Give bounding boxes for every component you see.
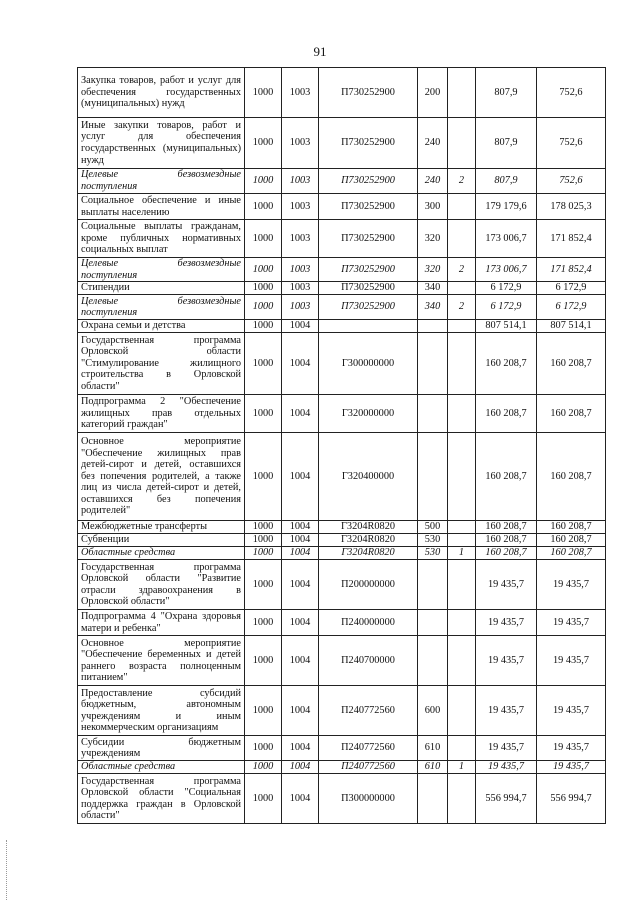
budget-table xyxy=(77,67,606,824)
cell-amount-1: 160 208,7 xyxy=(476,433,537,521)
cell-subsection: 1004 xyxy=(282,534,319,547)
cell-expense-type: 610 xyxy=(418,761,448,774)
cell-target-article: П300000000 xyxy=(319,774,418,824)
cell-name: Подпрограмма 4 "Охрана здоровья матери и ребенка" xyxy=(78,610,245,636)
cell-funding-source xyxy=(448,282,476,295)
cell-expense-type: 340 xyxy=(418,282,448,295)
cell-amount-1: 160 208,7 xyxy=(476,547,537,560)
cell-amount-1: 160 208,7 xyxy=(476,521,537,534)
cell-funding-source: 2 xyxy=(448,258,476,282)
table-row xyxy=(78,220,606,258)
cell-subsection: 1004 xyxy=(282,686,319,736)
cell-name: Государственная программа Орловской области "Развитие отрасли здравоохранения в Орловской области" xyxy=(78,560,245,610)
cell-subsection: 1004 xyxy=(282,636,319,686)
cell-amount-2: 160 208,7 xyxy=(537,333,606,395)
cell-target-article: П240772560 xyxy=(319,686,418,736)
cell-amount-2: 171 852,4 xyxy=(537,220,606,258)
cell-amount-2: 6 172,9 xyxy=(537,295,606,320)
cell-subsection: 1003 xyxy=(282,194,319,220)
cell-name: Целевые безвозмездные поступления xyxy=(78,258,245,282)
cell-target-article: Г300000000 xyxy=(319,333,418,395)
cell-section: 1000 xyxy=(245,118,282,169)
cell-name: Социальные выплаты гражданам, кроме публичных нормативных социальных выплат xyxy=(78,220,245,258)
cell-amount-1: 807,9 xyxy=(476,68,537,118)
table-row xyxy=(78,169,606,194)
cell-amount-1: 179 179,6 xyxy=(476,194,537,220)
cell-funding-source xyxy=(448,534,476,547)
cell-amount-2: 19 435,7 xyxy=(537,736,606,761)
cell-name: Областные средства xyxy=(78,547,245,560)
cell-subsection: 1004 xyxy=(282,761,319,774)
cell-funding-source xyxy=(448,395,476,433)
cell-section: 1000 xyxy=(245,258,282,282)
cell-amount-1: 556 994,7 xyxy=(476,774,537,824)
cell-expense-type: 610 xyxy=(418,736,448,761)
cell-amount-2: 171 852,4 xyxy=(537,258,606,282)
cell-name: Субвенции xyxy=(78,534,245,547)
cell-subsection: 1003 xyxy=(282,118,319,169)
cell-section: 1000 xyxy=(245,534,282,547)
cell-target-article: Г320000000 xyxy=(319,395,418,433)
cell-amount-2: 160 208,7 xyxy=(537,521,606,534)
cell-funding-source xyxy=(448,521,476,534)
table-row xyxy=(78,547,606,560)
cell-amount-1: 19 435,7 xyxy=(476,610,537,636)
cell-expense-type: 530 xyxy=(418,534,448,547)
cell-subsection: 1004 xyxy=(282,560,319,610)
cell-amount-2: 752,6 xyxy=(537,118,606,169)
cell-funding-source xyxy=(448,333,476,395)
cell-target-article: П730252900 xyxy=(319,169,418,194)
cell-section: 1000 xyxy=(245,736,282,761)
cell-target-article: П730252900 xyxy=(319,282,418,295)
cell-amount-1: 807,9 xyxy=(476,118,537,169)
cell-expense-type: 240 xyxy=(418,169,448,194)
cell-name: Субсидии бюджетным учреждениям xyxy=(78,736,245,761)
cell-amount-2: 19 435,7 xyxy=(537,761,606,774)
table-row xyxy=(78,282,606,295)
cell-expense-type xyxy=(418,610,448,636)
cell-name: Основное мероприятие "Обеспечение жилищных прав детей-сирот и детей, оставшихся без попечения родителей, а также лиц из числа детей-сирот и детей, оставшихся без попечения родителей" xyxy=(78,433,245,521)
cell-subsection: 1004 xyxy=(282,395,319,433)
cell-section: 1000 xyxy=(245,761,282,774)
cell-expense-type xyxy=(418,560,448,610)
cell-subsection: 1003 xyxy=(282,295,319,320)
cell-subsection: 1003 xyxy=(282,68,319,118)
cell-amount-2: 19 435,7 xyxy=(537,610,606,636)
cell-amount-2: 19 435,7 xyxy=(537,636,606,686)
cell-amount-1: 807 514,1 xyxy=(476,320,537,333)
scan-margin-marks xyxy=(6,840,10,900)
cell-subsection: 1004 xyxy=(282,547,319,560)
table-row xyxy=(78,686,606,736)
cell-expense-type xyxy=(418,333,448,395)
cell-expense-type xyxy=(418,433,448,521)
cell-subsection: 1003 xyxy=(282,169,319,194)
cell-funding-source xyxy=(448,320,476,333)
cell-subsection: 1003 xyxy=(282,282,319,295)
cell-target-article: П240772560 xyxy=(319,761,418,774)
cell-funding-source xyxy=(448,194,476,220)
cell-name: Областные средства xyxy=(78,761,245,774)
cell-section: 1000 xyxy=(245,547,282,560)
cell-section: 1000 xyxy=(245,433,282,521)
table-row xyxy=(78,395,606,433)
cell-funding-source xyxy=(448,686,476,736)
cell-expense-type: 600 xyxy=(418,686,448,736)
cell-name: Стипендии xyxy=(78,282,245,295)
cell-funding-source: 2 xyxy=(448,295,476,320)
cell-funding-source xyxy=(448,774,476,824)
cell-name: Межбюджетные трансферты xyxy=(78,521,245,534)
cell-name: Предоставление субсидий бюджетным, автономным учреждениям и иным некоммерческим организациям xyxy=(78,686,245,736)
cell-funding-source xyxy=(448,118,476,169)
table-row xyxy=(78,736,606,761)
cell-subsection: 1003 xyxy=(282,220,319,258)
cell-funding-source xyxy=(448,610,476,636)
cell-amount-1: 160 208,7 xyxy=(476,395,537,433)
cell-amount-1: 6 172,9 xyxy=(476,282,537,295)
cell-section: 1000 xyxy=(245,610,282,636)
cell-amount-1: 807,9 xyxy=(476,169,537,194)
table-row xyxy=(78,194,606,220)
cell-section: 1000 xyxy=(245,560,282,610)
cell-subsection: 1004 xyxy=(282,333,319,395)
cell-target-article: П730252900 xyxy=(319,194,418,220)
page-number: 91 xyxy=(313,44,327,59)
cell-subsection: 1004 xyxy=(282,433,319,521)
table-body xyxy=(78,68,606,824)
cell-amount-1: 160 208,7 xyxy=(476,534,537,547)
cell-section: 1000 xyxy=(245,220,282,258)
cell-subsection: 1004 xyxy=(282,736,319,761)
table-row xyxy=(78,636,606,686)
cell-funding-source: 1 xyxy=(448,761,476,774)
cell-section: 1000 xyxy=(245,68,282,118)
cell-target-article: П730252900 xyxy=(319,220,418,258)
table-row xyxy=(78,761,606,774)
cell-target-article: П240000000 xyxy=(319,610,418,636)
cell-amount-1: 19 435,7 xyxy=(476,761,537,774)
cell-expense-type xyxy=(418,320,448,333)
cell-amount-1: 19 435,7 xyxy=(476,736,537,761)
cell-section: 1000 xyxy=(245,194,282,220)
cell-section: 1000 xyxy=(245,295,282,320)
cell-expense-type xyxy=(418,636,448,686)
cell-name: Закупка товаров, работ и услуг для обеспечения государственных (муниципальных) нужд xyxy=(78,68,245,118)
cell-funding-source xyxy=(448,220,476,258)
table-row xyxy=(78,118,606,169)
table-row xyxy=(78,534,606,547)
cell-amount-2: 556 994,7 xyxy=(537,774,606,824)
cell-amount-2: 752,6 xyxy=(537,169,606,194)
cell-expense-type: 340 xyxy=(418,295,448,320)
cell-expense-type: 320 xyxy=(418,220,448,258)
cell-section: 1000 xyxy=(245,320,282,333)
cell-amount-1: 19 435,7 xyxy=(476,686,537,736)
cell-subsection: 1004 xyxy=(282,320,319,333)
cell-section: 1000 xyxy=(245,282,282,295)
cell-section: 1000 xyxy=(245,636,282,686)
cell-amount-1: 19 435,7 xyxy=(476,636,537,686)
cell-section: 1000 xyxy=(245,169,282,194)
cell-amount-1: 173 006,7 xyxy=(476,220,537,258)
cell-name: Подпрограмма 2 "Обеспечение жилищных прав отдельных категорий граждан" xyxy=(78,395,245,433)
cell-name: Основное мероприятие "Обеспечение беременных и детей раннего возраста полноценным питанием" xyxy=(78,636,245,686)
cell-name: Государственная программа Орловской области "Стимулирование жилищного строительства в Орловской области" xyxy=(78,333,245,395)
cell-target-article: П730252900 xyxy=(319,258,418,282)
cell-funding-source: 1 xyxy=(448,547,476,560)
cell-name: Иные закупки товаров, работ и услуг для обеспечения государственных (муниципальных) нужд xyxy=(78,118,245,169)
cell-target-article: П730252900 xyxy=(319,68,418,118)
cell-expense-type: 500 xyxy=(418,521,448,534)
cell-amount-2: 160 208,7 xyxy=(537,547,606,560)
cell-amount-1: 19 435,7 xyxy=(476,560,537,610)
cell-expense-type: 240 xyxy=(418,118,448,169)
cell-name: Социальное обеспечение и иные выплаты населению xyxy=(78,194,245,220)
cell-subsection: 1003 xyxy=(282,258,319,282)
table-row xyxy=(78,610,606,636)
cell-section: 1000 xyxy=(245,395,282,433)
cell-amount-2: 807 514,1 xyxy=(537,320,606,333)
table-row xyxy=(78,68,606,118)
table-row xyxy=(78,295,606,320)
cell-subsection: 1004 xyxy=(282,774,319,824)
cell-section: 1000 xyxy=(245,521,282,534)
cell-funding-source xyxy=(448,433,476,521)
cell-target-article: П730252900 xyxy=(319,118,418,169)
cell-target-article: П240700000 xyxy=(319,636,418,686)
cell-section: 1000 xyxy=(245,333,282,395)
table-row xyxy=(78,258,606,282)
table-row xyxy=(78,433,606,521)
cell-amount-2: 19 435,7 xyxy=(537,686,606,736)
cell-amount-2: 19 435,7 xyxy=(537,560,606,610)
cell-section: 1000 xyxy=(245,774,282,824)
cell-name: Целевые безвозмездные поступления xyxy=(78,169,245,194)
cell-expense-type: 300 xyxy=(418,194,448,220)
cell-target-article: П200000000 xyxy=(319,560,418,610)
table-row xyxy=(78,521,606,534)
cell-amount-1: 173 006,7 xyxy=(476,258,537,282)
cell-funding-source xyxy=(448,560,476,610)
cell-name: Целевые безвозмездные поступления xyxy=(78,295,245,320)
cell-amount-2: 752,6 xyxy=(537,68,606,118)
cell-expense-type xyxy=(418,395,448,433)
cell-expense-type: 320 xyxy=(418,258,448,282)
cell-amount-2: 160 208,7 xyxy=(537,433,606,521)
cell-funding-source xyxy=(448,636,476,686)
cell-name: Государственная программа Орловской области "Социальная поддержка граждан в Орловской области" xyxy=(78,774,245,824)
cell-target-article: П730252900 xyxy=(319,295,418,320)
cell-target-article: П240772560 xyxy=(319,736,418,761)
table-row xyxy=(78,320,606,333)
cell-amount-1: 6 172,9 xyxy=(476,295,537,320)
cell-funding-source xyxy=(448,736,476,761)
cell-target-article: Г3204R0820 xyxy=(319,534,418,547)
table-row xyxy=(78,774,606,824)
table-row xyxy=(78,560,606,610)
cell-amount-2: 160 208,7 xyxy=(537,534,606,547)
table-row xyxy=(78,333,606,395)
cell-amount-1: 160 208,7 xyxy=(476,333,537,395)
cell-amount-2: 6 172,9 xyxy=(537,282,606,295)
cell-expense-type: 200 xyxy=(418,68,448,118)
cell-section: 1000 xyxy=(245,686,282,736)
cell-target-article: Г320400000 xyxy=(319,433,418,521)
cell-funding-source: 2 xyxy=(448,169,476,194)
cell-subsection: 1004 xyxy=(282,610,319,636)
cell-expense-type: 530 xyxy=(418,547,448,560)
cell-subsection: 1004 xyxy=(282,521,319,534)
cell-target-article: Г3204R0820 xyxy=(319,547,418,560)
cell-target-article: Г3204R0820 xyxy=(319,521,418,534)
cell-name: Охрана семьи и детства xyxy=(78,320,245,333)
cell-amount-2: 160 208,7 xyxy=(537,395,606,433)
cell-amount-2: 178 025,3 xyxy=(537,194,606,220)
cell-funding-source xyxy=(448,68,476,118)
cell-expense-type xyxy=(418,774,448,824)
cell-target-article xyxy=(319,320,418,333)
